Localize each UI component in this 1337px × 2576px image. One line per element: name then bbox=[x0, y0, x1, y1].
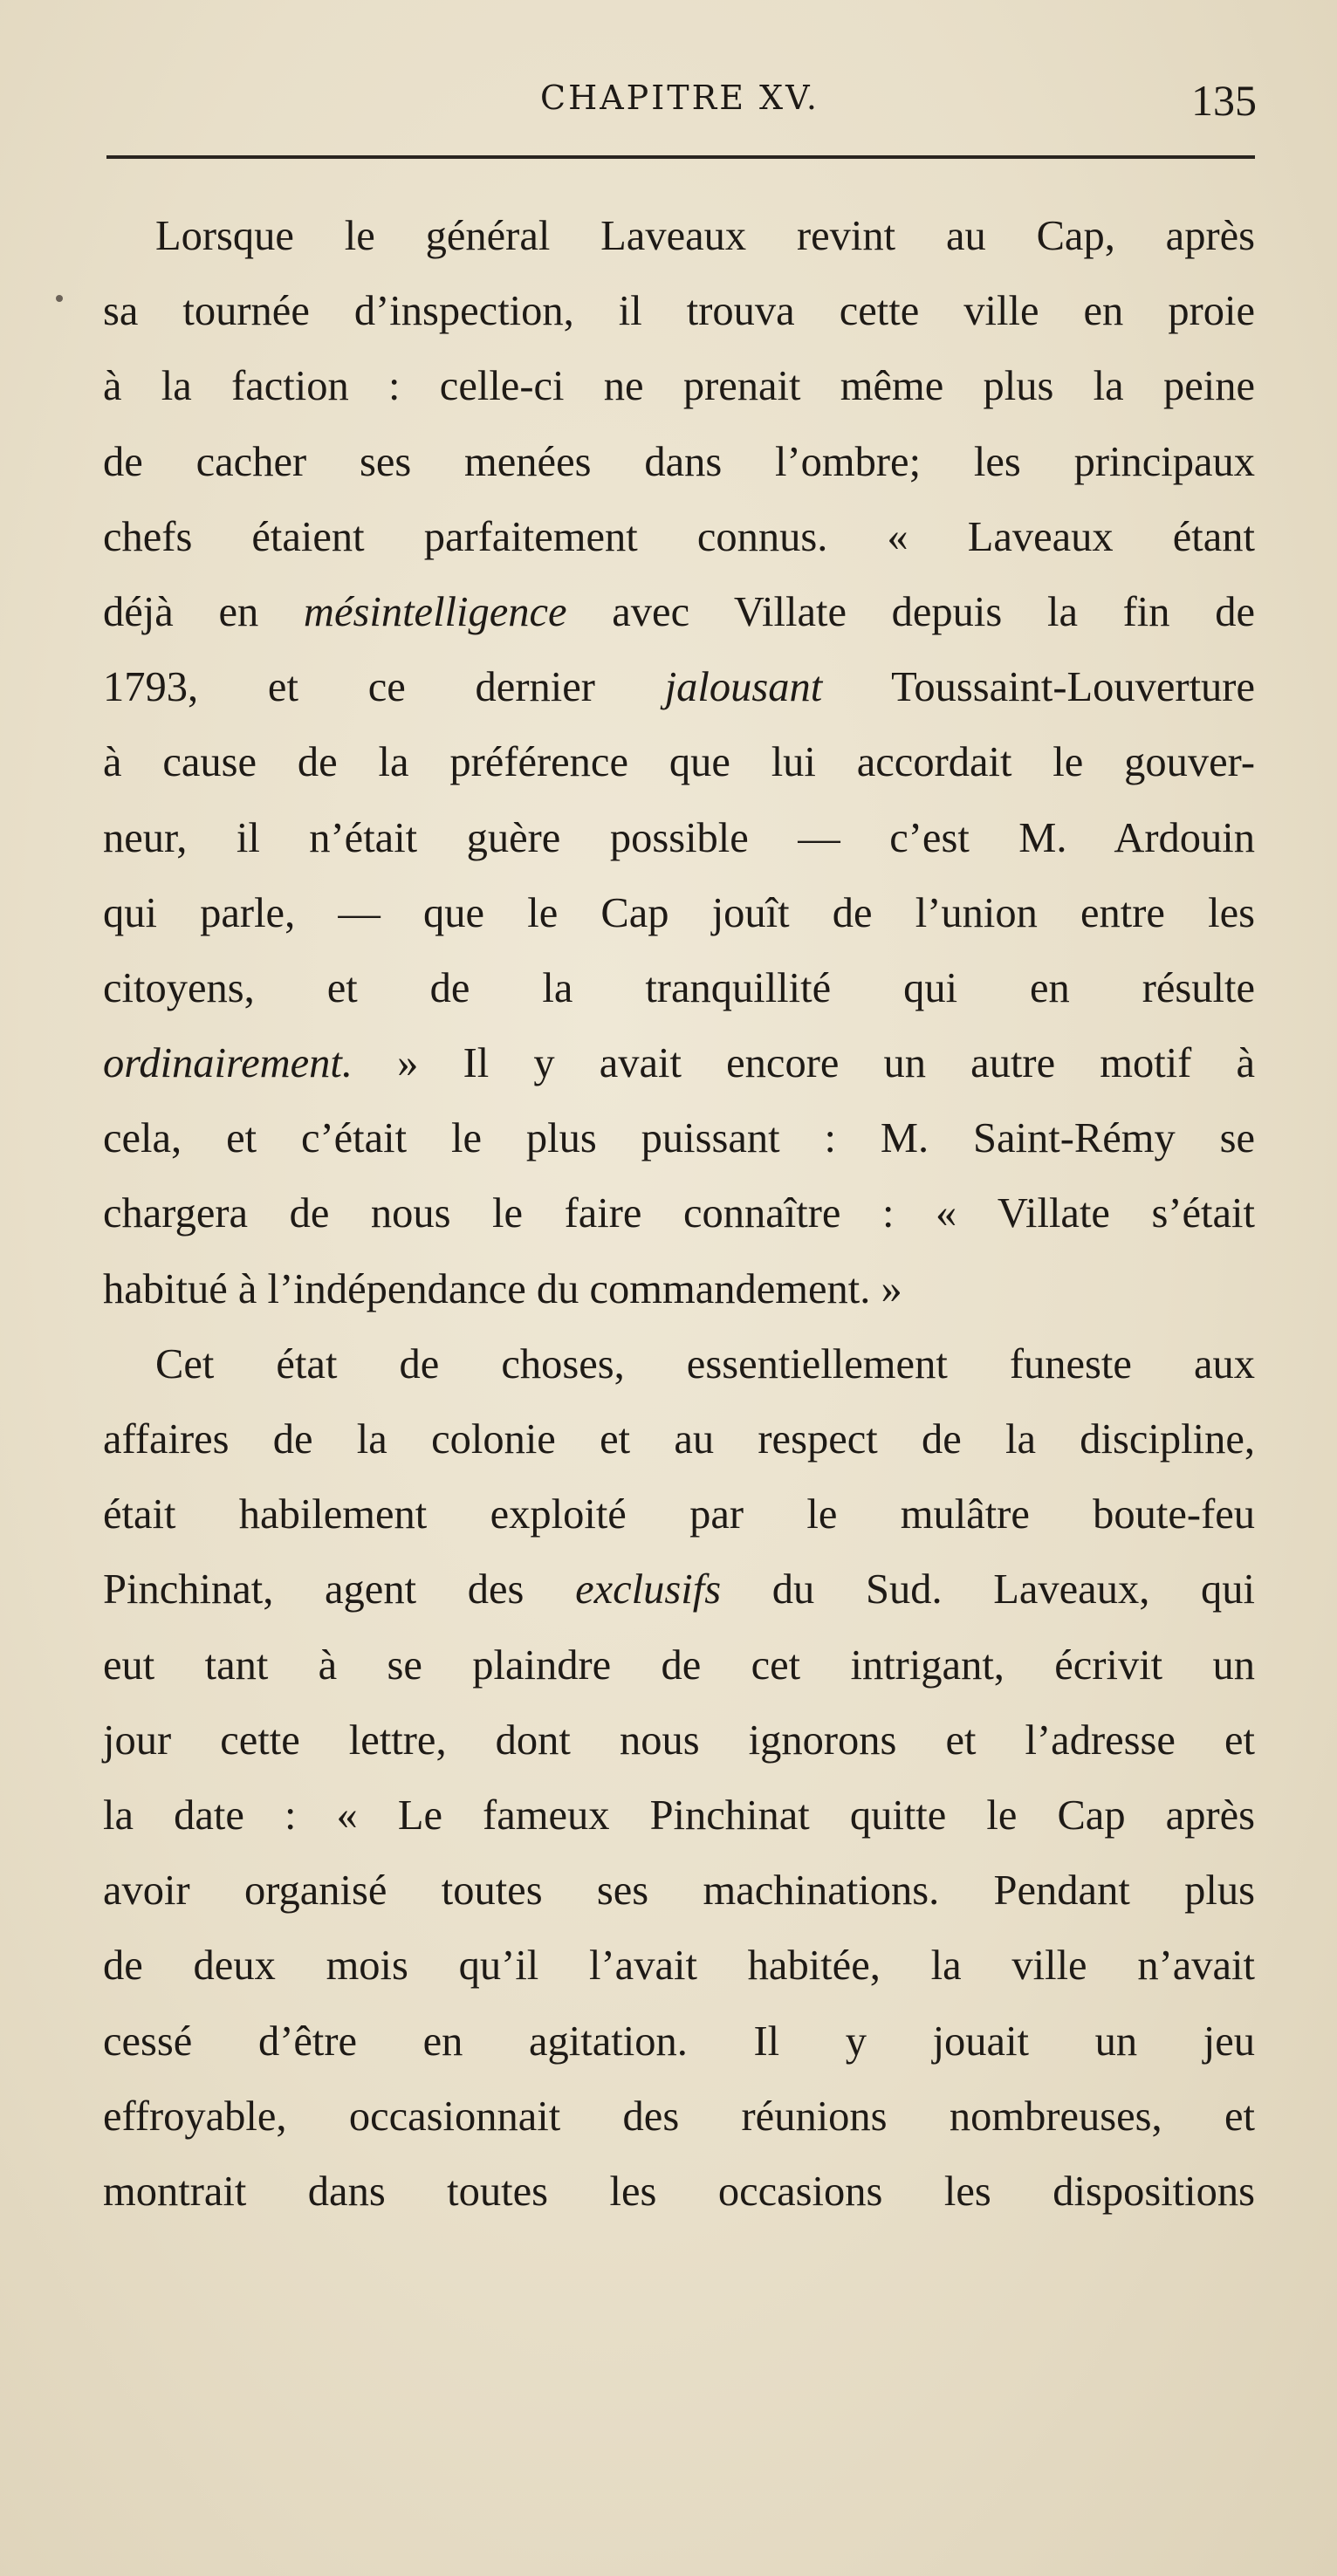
running-title: CHAPITRE XV. bbox=[540, 79, 819, 117]
italic-text: ordinairement. bbox=[103, 1040, 353, 1087]
text-segment: Lorsque le général Laveaux revint au Cap, après bbox=[155, 213, 1255, 259]
page-number: 135 bbox=[1191, 76, 1257, 125]
text-line bbox=[103, 349, 1255, 424]
text-segment: à cause de la préférence que lui accordait le gouver- bbox=[103, 739, 1255, 786]
text-line bbox=[103, 425, 1255, 500]
text-segment: avoir organisé toutes ses machinations. Pendant plus bbox=[103, 1867, 1255, 1915]
text-segment: montrait dans toutes les occasions les dispositions bbox=[103, 2168, 1255, 2215]
text-segment: chefs étaient parfaitement connus. « Laveaux étant bbox=[103, 513, 1255, 560]
text-segment: qui parle, — que le Cap jouît de l’union entre les bbox=[103, 889, 1255, 936]
text-line bbox=[103, 274, 1255, 349]
margin-mark bbox=[56, 295, 63, 302]
text-line bbox=[103, 1778, 1255, 1853]
text-segment: neur, il n’était guère possible — c’est M. Ardouin bbox=[103, 814, 1255, 861]
text-segment: avec Villate depuis la fin de bbox=[566, 588, 1255, 635]
text-segment: était habilement exploité par le mulâtre boute-feu bbox=[103, 1491, 1255, 1538]
text-line bbox=[103, 1929, 1255, 2004]
text-line bbox=[103, 575, 1255, 650]
italic-text: mésintelligence bbox=[303, 588, 567, 635]
text-segment: Cet état de choses, essentiellement funeste aux bbox=[155, 1340, 1255, 1387]
italic-text: exclusifs bbox=[575, 1566, 722, 1613]
text-line bbox=[103, 2004, 1255, 2079]
text-line bbox=[103, 2155, 1255, 2230]
text-line bbox=[103, 1402, 1255, 1477]
text-segment: chargera de nous le faire connaître : « Villate s’était bbox=[103, 1190, 1255, 1237]
text-line bbox=[103, 1026, 1255, 1101]
text-line bbox=[103, 1703, 1255, 1778]
text-segment: jour cette lettre, dont nous ignorons et l’adresse et bbox=[103, 1716, 1255, 1764]
text-line bbox=[103, 1853, 1255, 1929]
text-line bbox=[103, 199, 1255, 274]
text-line bbox=[103, 1176, 1255, 1251]
text-segment: citoyens, et de la tranquillité qui en résulte bbox=[103, 964, 1255, 1011]
paragraph bbox=[103, 199, 1255, 1327]
text-segment: du Sud. Laveaux, qui bbox=[721, 1566, 1255, 1613]
text-line bbox=[103, 1252, 1255, 1327]
text-line bbox=[103, 951, 1255, 1026]
text-segment: habitué à l’indépendance du commandement. » bbox=[103, 1265, 902, 1312]
text-line bbox=[103, 1477, 1255, 1552]
text-line bbox=[103, 650, 1255, 725]
text-segment: la date : « Le fameux Pinchinat quitte le Cap après bbox=[103, 1792, 1255, 1839]
text-segment: Toussaint-Louverture bbox=[822, 664, 1255, 711]
italic-text: jalousant bbox=[664, 664, 823, 711]
text-segment: à la faction : celle-ci ne prenait même plus la peine bbox=[103, 363, 1255, 410]
text-line bbox=[103, 500, 1255, 575]
text-segment: » Il y avait encore un autre motif à bbox=[353, 1040, 1255, 1087]
text-segment: de deux mois qu’il l’avait habitée, la ville n’avait bbox=[103, 1942, 1255, 1990]
text-line bbox=[103, 1628, 1255, 1703]
text-line bbox=[103, 1552, 1255, 1627]
paragraph bbox=[103, 1327, 1255, 2230]
header-rule bbox=[106, 155, 1255, 159]
text-segment: déjà en bbox=[103, 588, 304, 635]
body-text bbox=[103, 199, 1255, 2230]
text-segment: de cacher ses menées dans l’ombre; les principaux bbox=[103, 438, 1255, 485]
page-header bbox=[103, 73, 1257, 126]
text-segment: sa tournée d’inspection, il trouva cette ville en proie bbox=[103, 288, 1255, 335]
text-segment: eut tant à se plaindre de cet intrigant, écrivit un bbox=[103, 1641, 1255, 1689]
text-segment: Pinchinat, agent des bbox=[103, 1566, 576, 1613]
text-line bbox=[103, 1327, 1255, 1402]
text-line bbox=[103, 2079, 1255, 2155]
text-segment: effroyable, occasionnait des réunions nombreuses, et bbox=[103, 2093, 1255, 2140]
text-segment: affaires de la colonie et au respect de la discipline, bbox=[103, 1416, 1255, 1463]
text-segment: cessé d’être en agitation. Il y jouait un jeu bbox=[103, 2018, 1255, 2065]
text-line bbox=[103, 725, 1255, 800]
text-segment: cela, et c’était le plus puissant : M. Saint-Rémy se bbox=[103, 1115, 1255, 1162]
text-line bbox=[103, 876, 1255, 951]
text-line bbox=[103, 1101, 1255, 1176]
text-segment: 1793, et ce dernier bbox=[103, 664, 665, 711]
text-line bbox=[103, 801, 1255, 876]
